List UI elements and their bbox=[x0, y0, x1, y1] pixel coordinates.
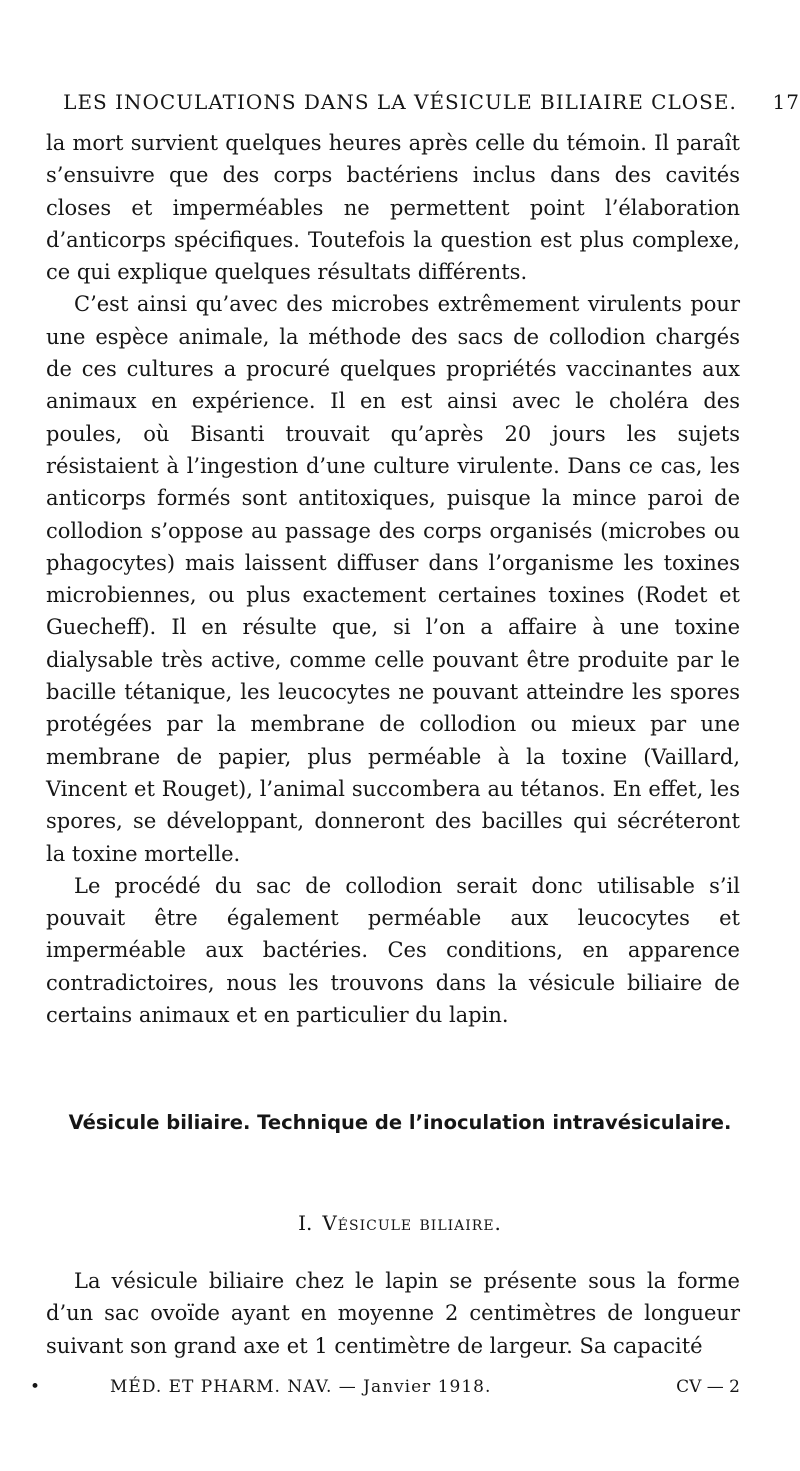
subsection-title: Vésicule biliaire. bbox=[322, 1211, 502, 1235]
section-heading: Vésicule biliaire. Technique de l’inoculation intravésiculaire. bbox=[68, 1111, 732, 1134]
paragraph-gallbladder-description: La vésicule biliaire chez le lapin se présente sous la forme d’un sac ovoïde ayant en moyenne 2 centimètres de longueur suivant son grand axe et 1 centimètre de largeur. Sa capacité bbox=[46, 1269, 740, 1358]
footer-signature: CV — 2 bbox=[676, 1377, 740, 1397]
paragraph-collodion-sacs: C’est ainsi qu’avec des microbes extrêmement virulents pour une espèce animale, la méthode des sacs de collodion chargés de ces cultures a procuré quelques propriétés vaccinantes aux animaux en expérience. Il en est ainsi avec le choléra des poules, où Bisanti trouvait qu’après 20 jours les sujets résistaient à l’ingestion d’une culture virulente. Dans ce cas, les anticorps formés sont antitoxiques, puisque la mince paroi de collodion s’oppose au passage des corps organisés (microbes ou phagocytes) mais laissent diffuser dans l’organisme les toxines microbiennes, ou plus exactement certaines toxines (Rodet et Guecheff). Il en résulte que, si l’on a affaire à une toxine dialysable très active, comme celle pouvant être produite par le bacille tétanique, les leucocytes ne pouvant atteindre les spores protégées par la membrane de collodion ou mieux par une membrane de papier, plus perméable à la toxine (Vaillard, Vincent et Rouget), l’animal succombera au tétanos. En effet, les spores, se développant, donneront des bacilles qui sécréteront la toxine mortelle. bbox=[46, 292, 740, 866]
paragraph-gallbladder-intro: Le procédé du sac de collodion serait donc utilisable s’il pouvait être également perméable aux leucocytes et imperméable aux bactéries. Ces conditions, en apparence contradictoires, nous les trouvons dans la vésicule biliaire de certains animaux et en particulier du lapin. bbox=[46, 873, 740, 1028]
running-head bbox=[60, 88, 800, 116]
subsection-number: I. bbox=[298, 1211, 313, 1235]
body-text-bottom bbox=[46, 1265, 740, 1362]
page-number: 17 bbox=[772, 90, 800, 114]
paragraph-continuation: la mort survient quelques heures après celle du témoin. Il paraît s’ensuivre que des corps bactériens inclus dans des cavités closes et imperméables ne permettent point l’élaboration d’anticorps spécifiques. Toutefois la question est plus complexe, ce qui explique quelques résultats différents. bbox=[46, 131, 740, 285]
subsection-heading bbox=[60, 1208, 740, 1238]
body-text-top bbox=[46, 127, 740, 1031]
footer-journal: MÉD. ET PHARM. NAV. — Janvier 1918. bbox=[110, 1377, 492, 1397]
footer-mark: • bbox=[30, 1377, 41, 1397]
running-head-title: LES INOCULATIONS DANS LA VÉSICULE BILIAIRE CLOSE. bbox=[63, 90, 737, 114]
